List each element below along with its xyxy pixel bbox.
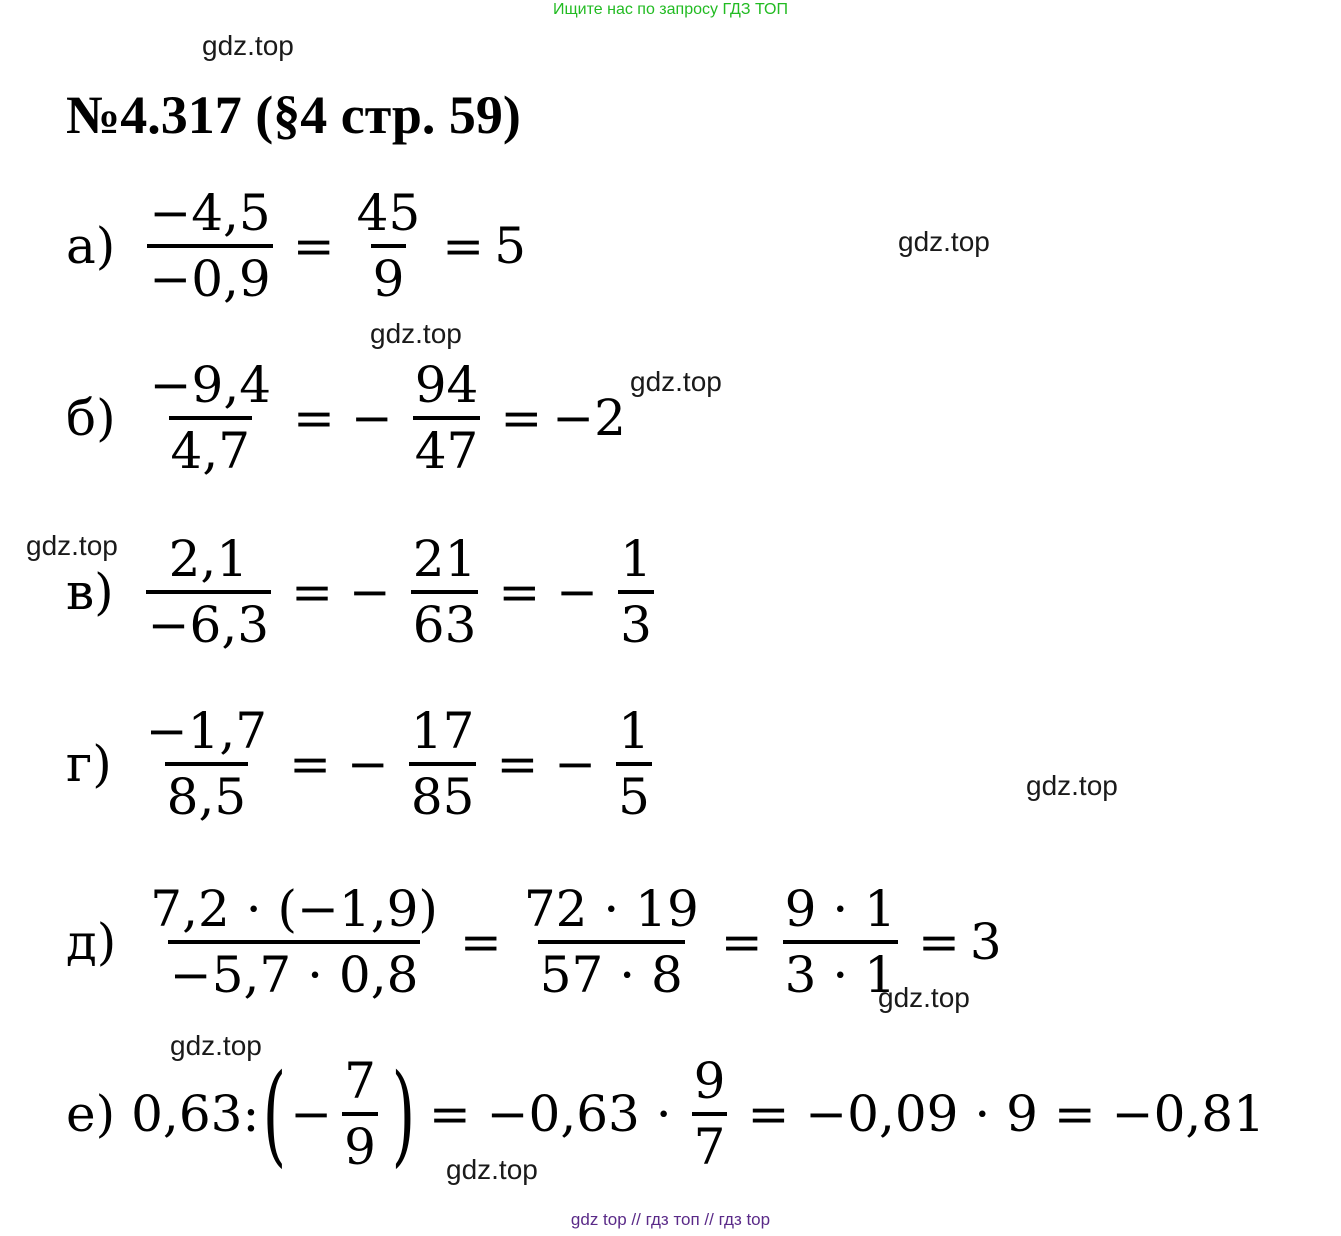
denominator: 8,5 xyxy=(165,762,249,822)
numerator: −1,7 xyxy=(145,702,268,760)
equals-sign: = xyxy=(500,389,543,447)
problem-a xyxy=(66,184,526,308)
denominator: 9 xyxy=(342,1112,378,1172)
denominator: 63 xyxy=(411,590,479,650)
footer-text: gdz top // гдз топ // гдз top xyxy=(570,1210,771,1229)
numerator: 2,1 xyxy=(168,530,249,588)
watermark-text: gdz.top xyxy=(898,226,990,257)
equals-minus: = − xyxy=(291,563,391,621)
problem-e xyxy=(66,1050,1275,1178)
numerator: 21 xyxy=(412,530,477,588)
watermark-text: gdz.top xyxy=(170,1030,262,1061)
equals-sign: = xyxy=(442,217,485,275)
numerator: 1 xyxy=(620,530,652,588)
numerator: −4,5 xyxy=(149,184,271,242)
equals-minus: = − xyxy=(496,735,597,793)
fraction xyxy=(144,702,269,826)
fraction xyxy=(147,184,272,308)
dividend: 0,63: xyxy=(131,1085,260,1143)
equals-sign: = xyxy=(917,913,960,971)
equals-sign: = xyxy=(292,217,335,275)
denominator: 7 xyxy=(692,1112,728,1172)
watermark-text: gdz.top xyxy=(1026,770,1118,801)
watermark-text: gdz.top xyxy=(202,30,294,61)
denominator: 9 xyxy=(371,244,407,304)
problem-g xyxy=(66,702,662,826)
page-title: №4.317 (§4 стр. 59) xyxy=(66,85,521,145)
denominator: 57 · 8 xyxy=(538,940,685,1000)
problem-label: г) xyxy=(66,735,112,793)
denominator: 85 xyxy=(409,762,477,822)
expression-middle: = −0,63 · xyxy=(428,1085,672,1143)
denominator: −0,9 xyxy=(147,244,272,304)
problem-label: д) xyxy=(66,913,117,971)
equals-minus: = − xyxy=(293,389,393,447)
open-paren: ( xyxy=(262,1050,287,1178)
expression-tail: = −0,09 · 9 = −0,81 xyxy=(747,1085,1265,1143)
equals-minus: = − xyxy=(289,735,389,793)
fraction xyxy=(411,530,479,654)
top-banner: Ищите нас по запросу ГДЗ ТОП xyxy=(553,1,788,18)
problem-d xyxy=(66,880,1002,1004)
problem-label: е) xyxy=(66,1085,116,1143)
fraction xyxy=(409,702,477,826)
fraction xyxy=(342,1052,378,1176)
problem-label: б) xyxy=(66,389,116,447)
denominator: 5 xyxy=(616,762,652,822)
numerator: 1 xyxy=(618,702,650,760)
numerator: 9 xyxy=(693,1052,726,1110)
problem-label: а) xyxy=(66,217,116,275)
fraction xyxy=(522,880,701,1004)
denominator: 3 · 1 xyxy=(783,940,898,1000)
equals-sign: = xyxy=(720,913,763,971)
result: 3 xyxy=(969,913,1002,971)
numerator: 17 xyxy=(410,702,475,760)
watermark-text: gdz.top xyxy=(370,318,462,349)
denominator: −6,3 xyxy=(146,590,271,650)
fraction xyxy=(616,702,652,826)
problem-label: в) xyxy=(66,563,114,621)
fraction xyxy=(148,880,440,1004)
fraction xyxy=(413,356,481,480)
result: 5 xyxy=(494,217,526,275)
numerator: 7,2 · (−1,9) xyxy=(150,880,438,938)
denominator: 3 xyxy=(618,590,654,650)
numerator: 94 xyxy=(414,356,479,414)
fraction xyxy=(148,356,273,480)
equals-minus: = − xyxy=(498,563,599,621)
denominator: 47 xyxy=(413,416,481,476)
numerator: 72 · 19 xyxy=(523,880,699,938)
fraction xyxy=(692,1052,728,1176)
denominator: 4,7 xyxy=(169,416,253,476)
fraction xyxy=(783,880,898,1004)
numerator: 7 xyxy=(344,1052,376,1110)
equals-sign: = xyxy=(459,913,502,971)
watermark-text: gdz.top xyxy=(878,982,970,1013)
numerator: 45 xyxy=(356,184,421,242)
watermark-text: gdz.top xyxy=(630,366,722,397)
numerator: 9 · 1 xyxy=(784,880,896,938)
result: −2 xyxy=(552,389,626,447)
watermark-text: gdz.top xyxy=(26,530,118,561)
numerator: −9,4 xyxy=(149,356,272,414)
fraction xyxy=(618,530,654,654)
minus-sign: − xyxy=(290,1085,333,1143)
fraction xyxy=(355,184,423,308)
problem-b xyxy=(66,356,626,480)
fraction xyxy=(146,530,271,654)
watermark-text: gdz.top xyxy=(446,1154,538,1185)
denominator: −5,7 · 0,8 xyxy=(168,940,421,1000)
close-paren: ) xyxy=(391,1050,416,1178)
